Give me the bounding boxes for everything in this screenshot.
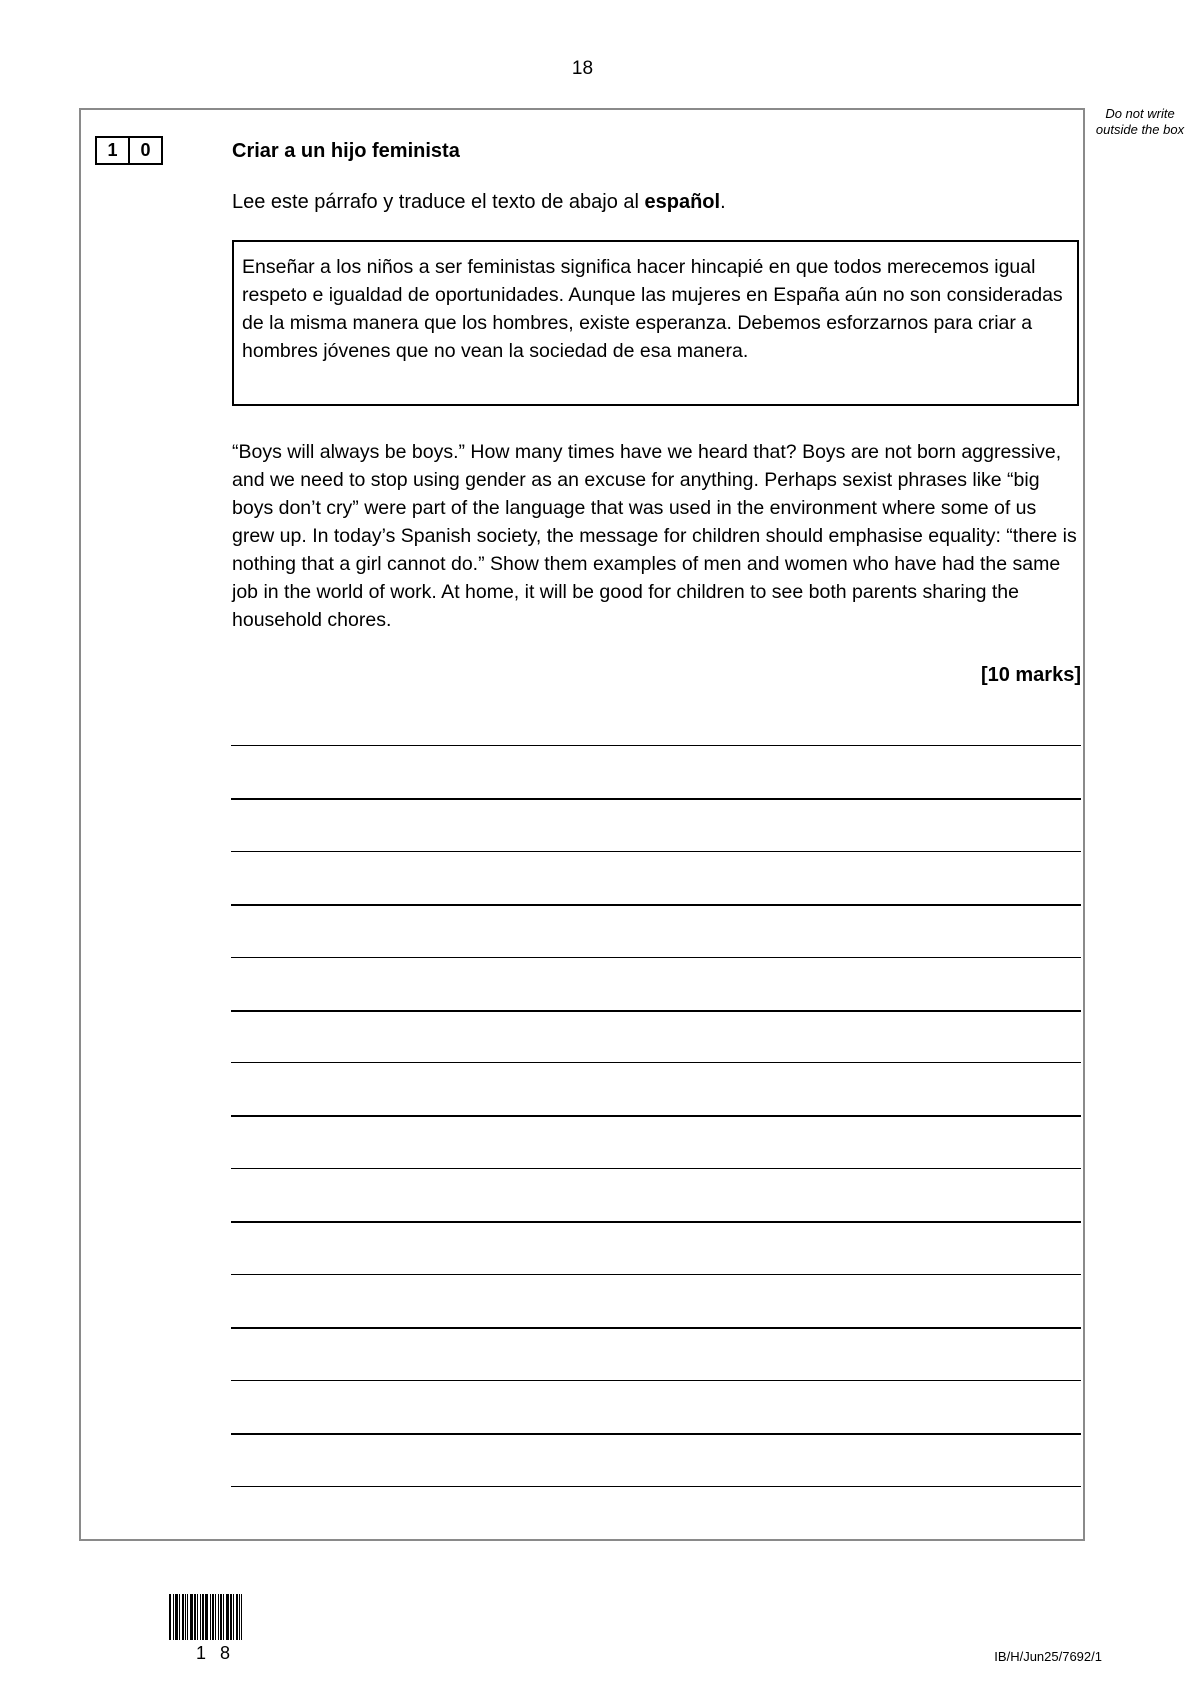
- barcode-bar: [226, 1594, 229, 1640]
- answer-line[interactable]: [231, 1486, 1081, 1487]
- barcode-bar: [169, 1594, 171, 1640]
- instruction: [232, 191, 726, 214]
- page-number: 18: [571, 58, 594, 79]
- instruction-bold: español: [644, 191, 721, 213]
- question-title: Criar a un hijo feminista: [232, 140, 460, 162]
- answer-line[interactable]: [231, 1327, 1081, 1329]
- answer-line[interactable]: [231, 1274, 1081, 1275]
- barcode-bar: [194, 1594, 196, 1640]
- barcode-bar: [205, 1594, 208, 1640]
- barcode-bar: [223, 1594, 224, 1640]
- answer-line[interactable]: [231, 1221, 1081, 1223]
- barcode-bar: [210, 1594, 211, 1640]
- barcode-bar: [185, 1594, 186, 1640]
- answer-line[interactable]: [231, 1380, 1081, 1381]
- answer-line[interactable]: [231, 1010, 1081, 1012]
- barcode-bar: [230, 1594, 232, 1640]
- english-paragraph: “Boys will always be boys.” How many times have we heard that? Boys are not born aggressive, and we need to stop using gender as an excuse for anything. Perhaps sexist phrases like “big boys don’t cry” were part of the language that was used in the environment where some of us grew up. In today’s Spanish society, the message for children should emphasise equality: “there is nothing that a girl cannot do.” Show them examples of men and women who have had the same job in the world of work. At home, it will be good for children to see both parents sharing the household chores.: [232, 441, 1077, 631]
- paper-code: IB/H/Jun25/7692/1: [994, 1649, 1102, 1664]
- barcode-bar: [190, 1594, 193, 1640]
- question-number-box: [95, 136, 163, 165]
- barcode: [169, 1594, 244, 1640]
- answer-line[interactable]: [231, 745, 1081, 746]
- barcode-bar: [187, 1594, 188, 1640]
- barcode-bar: [202, 1594, 204, 1640]
- barcode-number: 18: [196, 1643, 245, 1663]
- marks-label: [10 marks]: [980, 664, 1081, 686]
- barcode-bar: [215, 1594, 216, 1640]
- barcode-bar: [182, 1594, 184, 1640]
- barcode-bar: [212, 1594, 214, 1640]
- question-number-digit: 1: [107, 140, 118, 160]
- answer-line[interactable]: [231, 1115, 1081, 1117]
- barcode-bar: [197, 1594, 198, 1640]
- answer-line[interactable]: [231, 904, 1081, 906]
- answer-line[interactable]: [231, 957, 1081, 958]
- spanish-paragraph-box: [232, 240, 1079, 406]
- spanish-paragraph: Enseñar a los niños a ser feministas significa hacer hincapié en que todos merecemos igual respeto e igualdad de oportunidades. Aunque las mujeres en España aún no son consideradas de la misma manera que los hombres, existe esperanza. Debemos esforzarnos para criar a hombres jóvenes que no vean la sociedad de esa manera.: [242, 256, 1063, 362]
- barcode-bar: [173, 1594, 174, 1640]
- barcode-bar: [175, 1594, 178, 1640]
- barcode-bar: [241, 1594, 242, 1640]
- answer-line[interactable]: [231, 1168, 1081, 1169]
- answer-line[interactable]: [231, 798, 1081, 800]
- barcode-bar: [200, 1594, 201, 1640]
- barcode-bar: [233, 1594, 234, 1640]
- answer-line[interactable]: [231, 1062, 1081, 1063]
- question-number-digit: 0: [128, 138, 161, 163]
- instruction-suffix: .: [720, 191, 726, 213]
- barcode-bar: [220, 1594, 222, 1640]
- answer-line[interactable]: [231, 1433, 1081, 1435]
- instruction-text: Lee este párrafo y traduce el texto de abajo al: [232, 191, 645, 213]
- barcode-bar: [239, 1594, 240, 1640]
- barcode-bar: [179, 1594, 180, 1640]
- answer-line[interactable]: [231, 851, 1081, 852]
- barcode-bar: [218, 1594, 219, 1640]
- barcode-bar: [236, 1594, 238, 1640]
- margin-note: Do not write outside the box: [1095, 106, 1185, 137]
